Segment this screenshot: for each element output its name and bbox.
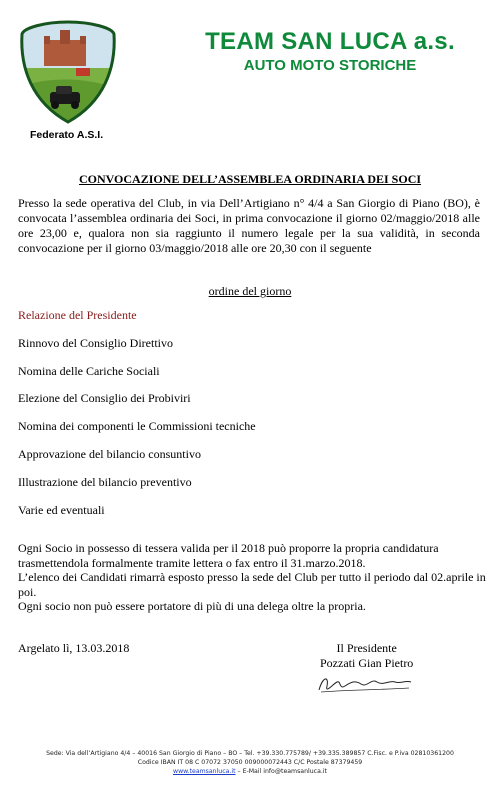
note-paragraph: Ogni Socio in possesso di tessera valida per il 2018 può proporre la propria candidatura trasmettendola formalmente tramite lettera o fax entro il 31.marzo.2018. — [18, 541, 439, 570]
team-name: TEAM SAN LUCA a.s. — [205, 28, 455, 55]
president-label: Il Presidente — [336, 641, 397, 655]
agenda-item: Rinnovo del Consiglio Direttivo — [18, 336, 173, 350]
agenda-item: Illustrazione del bilancio preventivo — [18, 475, 192, 489]
agenda-item: Relazione del Presidente — [18, 308, 137, 322]
agenda-item: Varie ed eventuali — [18, 503, 105, 517]
note-paragraph: Ogni socio non può essere portatore di più di una delega oltre la propria. — [18, 599, 366, 613]
website-link[interactable]: www.teamsanluca.it — [173, 768, 236, 775]
agenda-title: ordine del giorno — [208, 284, 292, 298]
team-subtitle: AUTO MOTO STORICHE — [243, 57, 417, 74]
footer-address: Sede: Via dell’Artigiano 4/4 – 40016 San Giorgio di Piano – BO – Tel. +39.330.775789/ +39.335.389857 C.Fisc. e P.iva 02810361200 — [46, 750, 454, 757]
notes-block — [18, 541, 488, 614]
agenda-item: Nomina dei componenti le Commissioni tecniche — [18, 419, 256, 433]
president-block — [320, 641, 413, 671]
footer-email[interactable]: E-Mail info@teamsanluca.it — [242, 768, 327, 775]
footer-bank: Codice IBAN IT 08 C 07072 37050 009000072443 C/C Postale 87379459 — [137, 759, 363, 766]
footer-contacts: www.teamsanluca.it – E-Mail info@teamsanluca.it — [173, 768, 327, 775]
intro-paragraph: Presso la sede operativa del Club, in via Dell’Artigiano n° 4/4 a San Giorgio di Piano (BO), è convocata l’assemblea ordinaria dei Soci, in prima convocazione il giorno 02/maggio/2018 alle ore 23,00 e, qualora non sia raggiunto il numero legale per la sua validità, in seconda convocazione per il giorno 03/maggio/2018 alle ore 20,30 con il seguente — [18, 196, 480, 255]
federato-label: Federato A.S.I. — [30, 129, 104, 141]
president-name: Pozzati Gian Pietro — [320, 656, 414, 670]
brand-block — [180, 28, 480, 74]
signature — [315, 670, 415, 698]
team-logo — [14, 18, 122, 126]
agenda-item: Approvazione del bilancio consuntivo — [18, 447, 201, 461]
agenda-item: Nomina delle Cariche Sociali — [18, 364, 160, 378]
agenda-item: Elezione del Consiglio dei Probiviri — [18, 391, 191, 405]
footer — [0, 749, 500, 776]
note-paragraph: L’elenco dei Candidati rimarrà esposto presso la sede del Club per tutto il periodo dal 02.aprile in poi. — [18, 570, 486, 599]
document-title: CONVOCAZIONE DELL’ASSEMBLEA ORDINARIA DEI SOCI — [78, 172, 422, 186]
place-date: Argelato lì, 13.03.2018 — [18, 641, 130, 655]
